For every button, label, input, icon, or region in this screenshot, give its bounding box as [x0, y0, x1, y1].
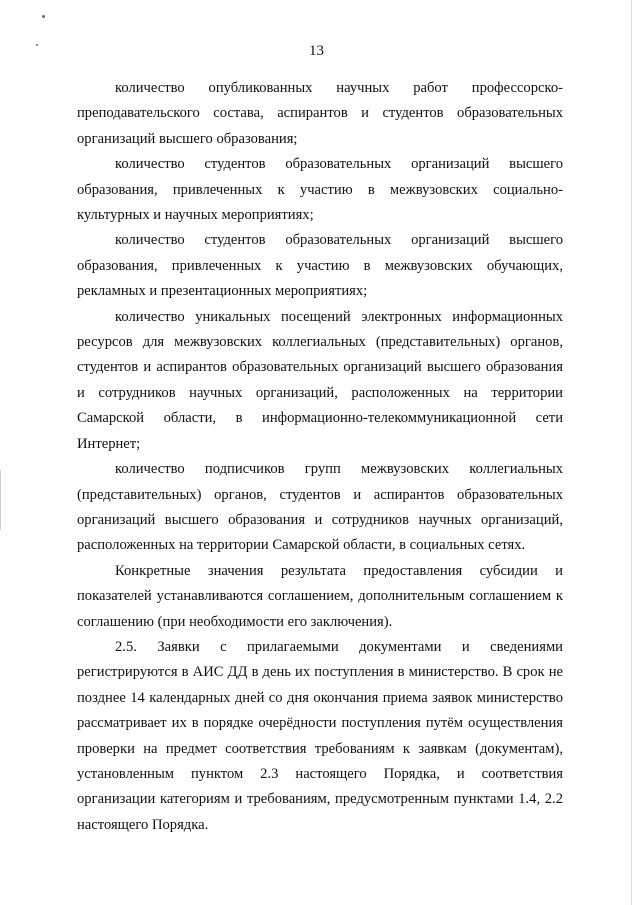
paragraph-unique-visits: количество уникальных посещений электронных информационных ресурсов для межвузовских коллегиальных (представительных) органов, студентов и аспирантов образовательных организаций высшего образования и сотрудников научных организаций, расположенных на территории Самарской области, в информационно-телекоммуникационной сети Интернет;	[77, 308, 563, 452]
paragraph-publications-count: количество опубликованных научных работ профессорско-преподавательского состава, аспирантов и студентов образовательных организаций высшего образования;	[77, 80, 563, 147]
paragraph-section-2-5: 2.5. Заявки с прилагаемыми документами и сведениями регистрируются в АИС ДД в день их поступления в министерство. В срок не позднее 14 календарных дней со дня окончания приема заявок министерство рассматривает их в порядке очерёдности поступления путём осуществления проверки на предмет соответствия требованиям к заявкам (документам), установленным пунктом 2.3 настоящего Порядка, и соответствия организации категориям и требованиям, предусмотренным пунктами 1.4, 2.2 настоящего Порядка.	[77, 638, 563, 833]
paragraph-target-values: Конкретные значения результата предоставления субсидии и показателей устанавливаются соглашением, дополнительным соглашением к соглашению (при необходимости его заключения).	[77, 562, 563, 630]
scan-edge-shadow	[0, 470, 1, 530]
scan-edge-shadow	[631, 0, 632, 905]
scan-speck	[42, 15, 45, 18]
document-body	[77, 76, 563, 838]
paragraph-subscribers-count: количество подписчиков групп межвузовских коллегиальных (представительных) органов, студентов и аспирантов образовательных организаций высшего образования и сотрудников научных организаций, расположенных на территории Самарской области, в социальных сетях.	[77, 461, 563, 554]
paragraph-educational-events: количество студентов образовательных организаций высшего образования, привлеченных к участию в межвузовских обучающих, рекламных и презентационных мероприятиях;	[77, 232, 563, 300]
paragraph-sociocultural-events: количество студентов образовательных организаций высшего образования, привлеченных к участию в межвузовских социально-культурных и научных мероприятиях;	[77, 156, 563, 224]
page-number: 13	[309, 43, 324, 59]
